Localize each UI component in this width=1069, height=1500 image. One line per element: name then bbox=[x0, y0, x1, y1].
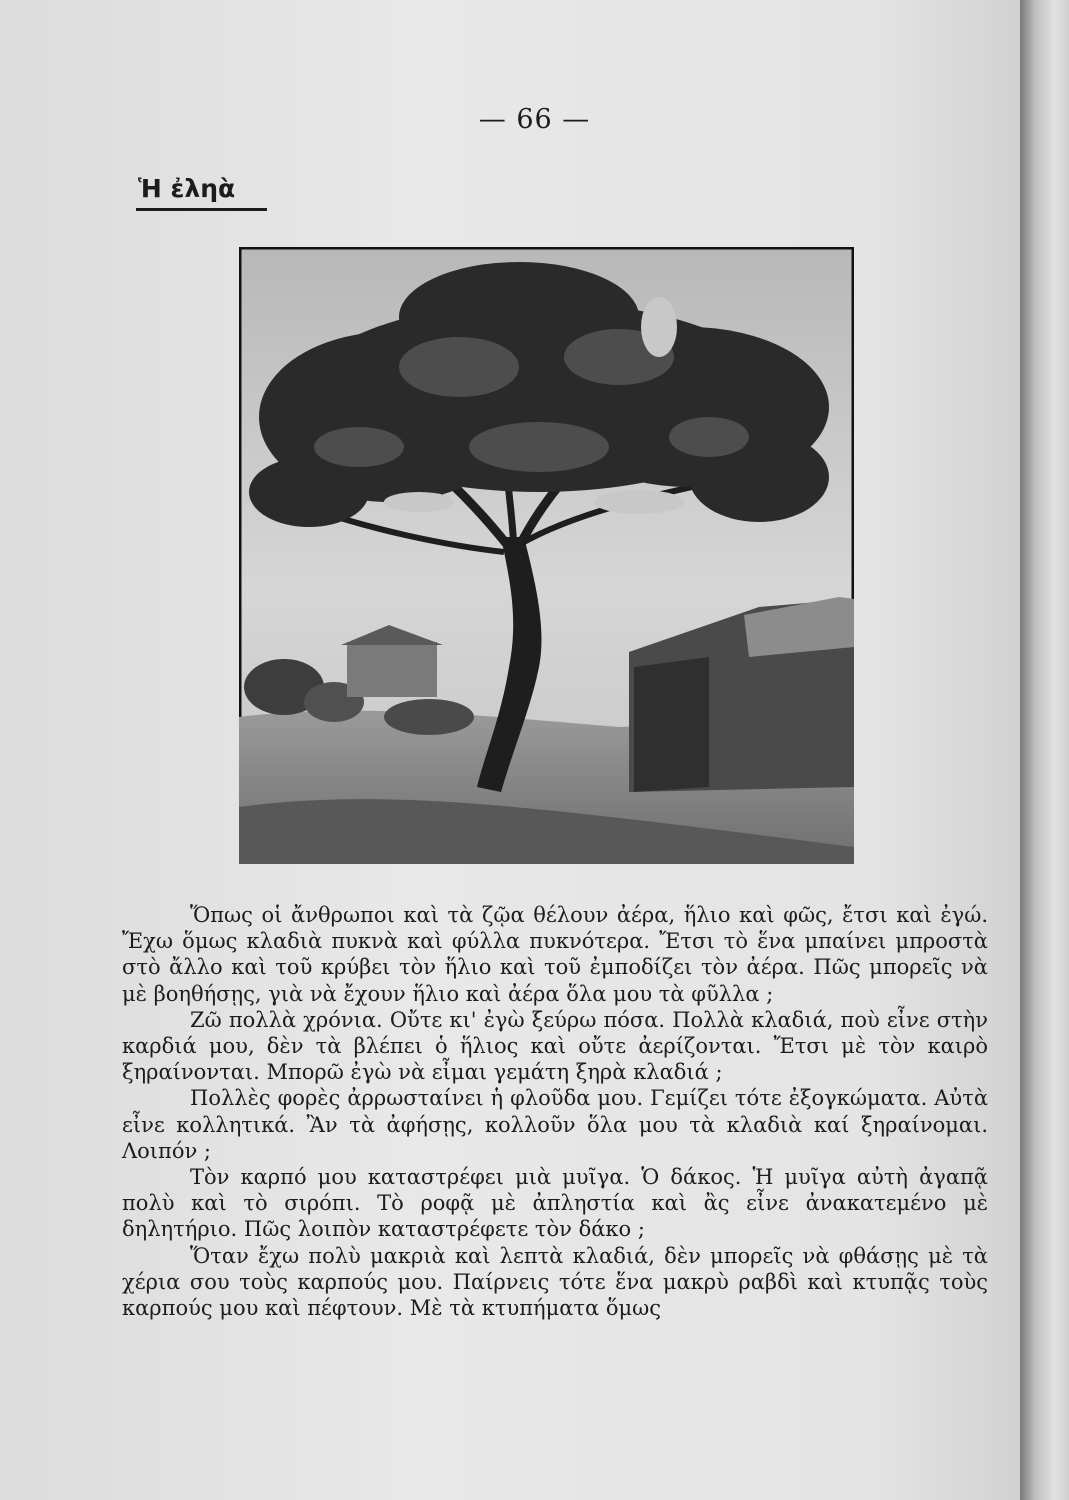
paragraph: Ζῶ πολλὰ χρόνια. Οὔτε κι' ἐγὼ ξεύρω πόσα. Πολλὰ κλαδιά, ποὺ εἶνε στὴν καρδιά μου, δὲν τὰ βλέπει ὁ ἥλιος καὶ οὔτε ἀερίζονται. Ἔτσι μὲ τὸν καιρὸ ξηραίνονται. Μπορῶ ἐγὼ νὰ εἶμαι γεμάτη ξηρὰ κλαδιά ; bbox=[122, 1007, 988, 1085]
paragraph: Ὅταν ἔχω πολὺ μακριὰ καὶ λεπτὰ κλαδιά, δὲν μπορεῖς νὰ φθάσῃς μὲ τὰ χέρια σου τοὺς καρπούς μου. Παίρνεις τότε ἕνα μακρὺ ραβδὶ καὶ κτυπᾷς τοὺς καρπούς μου καὶ πέφτουν. Μὲ τὰ κτυπήματα ὅμως bbox=[122, 1243, 988, 1321]
olive-tree-photo bbox=[239, 247, 854, 864]
book-spine bbox=[1020, 0, 1069, 1500]
body-text bbox=[122, 902, 988, 1321]
paragraph: Τὸν καρπό μου καταστρέφει μιὰ μυῖγα. Ὁ δάκος. Ἡ μυῖγα αὐτὴ ἀγαπᾷ πολὺ καὶ τὸ σιρόπι. Τὸ ροφᾷ μὲ ἀπληστία καὶ ἂς εἶνε ἀνακατεμένο μὲ δηλητήριο. Πῶς λοιπὸν καταστρέφετε τὸν δάκο ; bbox=[122, 1165, 988, 1242]
paragraph: Πολλὲς φορὲς ἀρρωσταίνει ἡ φλοῦδα μου. Γεμίζει τότε ἐξογκώματα. Αὐτὰ εἶνε κολλητικά. Ἂν τὰ ἀφήσῃς, κολλοῦν ὅλα μου τὰ κλαδιὰ καί ξηραίνομαι. Λοιπόν ; bbox=[122, 1086, 988, 1163]
page-number: — 66 — bbox=[478, 104, 591, 135]
title-underline bbox=[136, 208, 267, 211]
paragraph: Ὅπως οἱ ἄνθρωποι καὶ τὰ ζῷα θέλουν ἀέρα, ἥλιο καὶ φῶς, ἔτσι καὶ ἐγώ. Ἔχω ὅμως κλαδιὰ πυκνὰ καὶ φύλλα πυκνότερα. Ἔτσι τὸ ἕνα μπαίνει μπροστὰ στὸ ἄλλο καὶ τοῦ κρύβει τὸν ἥλιο καὶ τοῦ ἐμποδίζει τὸν ἀέρα. Πῶς μπορεῖς νὰ μὲ βοηθήσῃς, γιὰ νὰ ἔχουν ἥλιο καὶ ἀέρα ὅλα μου τὰ φῦλλα ; bbox=[122, 903, 988, 1006]
chapter-title: Ἡ ἐληὰ bbox=[138, 174, 236, 203]
